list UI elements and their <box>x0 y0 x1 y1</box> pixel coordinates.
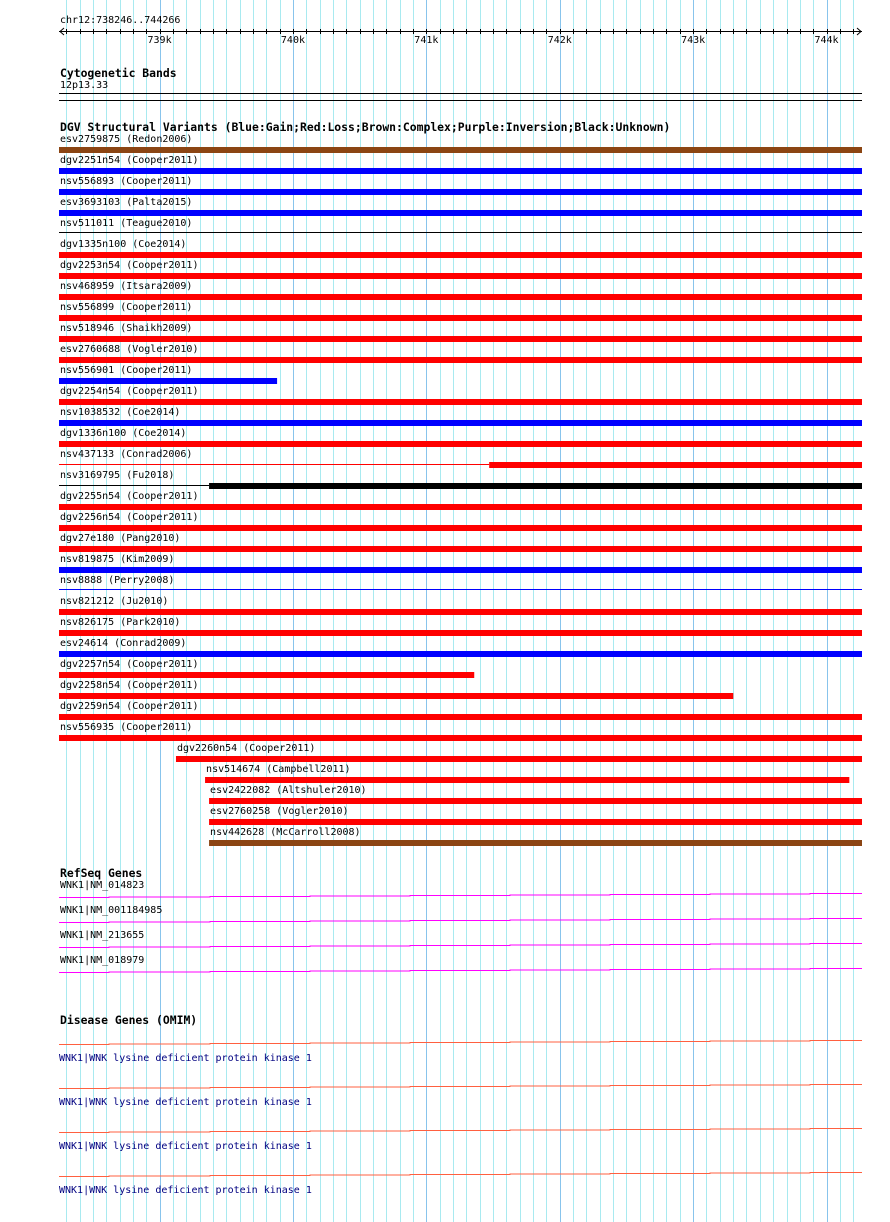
variant-label: dgv1336n100 (Coe2014) <box>60 428 187 439</box>
omim-track-title: Disease Genes (OMIM) <box>60 1013 198 1027</box>
variant-label: nsv826175 (Park2010) <box>60 617 181 628</box>
variant-label: nsv511011 (Teague2010) <box>60 218 193 229</box>
variant-bar <box>59 252 862 258</box>
variant-bar <box>59 609 862 615</box>
ruler-tick-label: 741k <box>414 35 439 46</box>
refseq-gene-line <box>59 944 862 948</box>
variant-bar <box>59 147 862 153</box>
variant-bar <box>59 294 862 300</box>
variant-bar <box>59 399 862 405</box>
refseq-gene-label: WNK1|NM_014823 <box>60 880 145 891</box>
variant-label: nsv518946 (Shaikh2009) <box>60 323 193 334</box>
variant-label: esv2422082 (Altshuler2010) <box>210 785 367 796</box>
variant-bar <box>59 189 862 195</box>
variant-label: dgv2260n54 (Cooper2011) <box>176 743 316 754</box>
variant-label: dgv2256n54 (Cooper2011) <box>60 512 199 523</box>
ruler-tick-label: 739k <box>147 35 172 46</box>
refseq-gene-label: WNK1|NM_018979 <box>60 955 145 966</box>
variant-bar <box>59 714 862 720</box>
variant-label: nsv556893 (Cooper2011) <box>60 176 193 187</box>
omim-gene-label: WNK1|WNK lysine deficient protein kinase 1 <box>59 1185 312 1196</box>
variant-label: nsv1038532 (Coe2014) <box>60 407 181 418</box>
variant-label: esv2760258 (Vogler2010) <box>210 806 349 817</box>
refseq-gene-line <box>59 894 862 898</box>
variant-bar <box>209 840 862 846</box>
omim-gene-line <box>59 1041 862 1045</box>
variant-label: esv2759875 (Redon2006) <box>60 134 193 145</box>
dgv-track-title: DGV Structural Variants (Blue:Gain;Red:Loss;Brown:Complex;Purple:Inversion;Black:Unknown) <box>60 120 671 134</box>
variant-bar <box>59 168 862 174</box>
ruler-tick-label: 743k <box>681 35 706 46</box>
variant-bar <box>176 756 862 762</box>
variant-bar <box>209 819 862 825</box>
variant-bar <box>59 525 862 531</box>
variant-label: esv2760688 (Vogler2010) <box>60 344 199 355</box>
omim-gene-line <box>59 1173 862 1177</box>
variant-bar <box>59 210 862 216</box>
variant-label: dgv2255n54 (Cooper2011) <box>60 491 199 502</box>
variant-label: esv3693103 (Palta2015) <box>60 197 193 208</box>
omim-gene-label: WNK1|WNK lysine deficient protein kinase 1 <box>59 1141 312 1152</box>
variant-label: nsv3169795 (Fu2018) <box>60 470 175 481</box>
variant-label: nsv468959 (Itsara2009) <box>60 281 193 292</box>
variant-label: dgv2254n54 (Cooper2011) <box>60 386 199 397</box>
omim-gene-label: WNK1|WNK lysine deficient protein kinase 1 <box>59 1097 312 1108</box>
variant-bar <box>59 651 862 657</box>
refseq-gene-line <box>59 969 862 973</box>
variant-bar <box>59 273 862 279</box>
refseq-gene-label: WNK1|NM_001184985 <box>60 905 163 916</box>
variant-bar <box>59 357 862 363</box>
variant-bar <box>59 630 862 636</box>
variant-label: dgv27e180 (Pang2010) <box>60 533 181 544</box>
variant-label: nsv821212 (Ju2010) <box>60 596 169 607</box>
omim-gene-label: WNK1|WNK lysine deficient protein kinase 1 <box>59 1053 312 1064</box>
variant-label: nsv556935 (Cooper2011) <box>60 722 193 733</box>
ruler-tick-label: 742k <box>547 35 572 46</box>
variant-bar <box>59 735 862 741</box>
variant-label: nsv556901 (Cooper2011) <box>60 365 193 376</box>
variant-label: esv24614 (Conrad2009) <box>60 638 187 649</box>
variant-bar <box>59 672 474 678</box>
variant-bar <box>59 504 862 510</box>
variant-bar <box>59 420 862 426</box>
region-label: chr12:738246..744266 <box>60 15 181 26</box>
variant-bar <box>59 693 733 699</box>
refseq-track-title: RefSeq Genes <box>60 866 143 880</box>
refseq-gene-line <box>59 919 862 923</box>
variant-label: dgv2258n54 (Cooper2011) <box>60 680 199 691</box>
variant-label: nsv437133 (Conrad2006) <box>60 449 193 460</box>
cytoband-label: 12p13.33 <box>60 80 109 91</box>
variant-label: nsv8888 (Perry2008) <box>60 575 175 586</box>
cytoband-track-title: Cytogenetic Bands <box>60 66 177 80</box>
ruler-tick-label: 744k <box>814 35 839 46</box>
ruler-tick-label: 740k <box>280 35 305 46</box>
omim-gene-line <box>59 1085 862 1089</box>
variant-bar <box>209 483 862 489</box>
variant-label: dgv2257n54 (Cooper2011) <box>60 659 199 670</box>
variant-label: dgv2251n54 (Cooper2011) <box>60 155 199 166</box>
variant-bar <box>59 378 277 384</box>
refseq-gene-label: WNK1|NM_213655 <box>60 930 145 941</box>
variant-bar <box>59 315 862 321</box>
variant-bar <box>59 546 862 552</box>
variant-label: nsv442628 (McCarroll2008) <box>210 827 361 838</box>
variant-label: dgv1335n100 (Coe2014) <box>60 239 187 250</box>
variant-bar <box>59 336 862 342</box>
variant-bar <box>489 462 862 468</box>
variant-label: nsv514674 (Campbell2011) <box>206 764 351 775</box>
omim-gene-line <box>59 1129 862 1133</box>
variant-bar <box>59 441 862 447</box>
variant-label: dgv2253n54 (Cooper2011) <box>60 260 199 271</box>
variant-label: nsv556899 (Cooper2011) <box>60 302 193 313</box>
variant-bar <box>59 567 862 573</box>
variant-bar <box>209 798 862 804</box>
variant-label: dgv2259n54 (Cooper2011) <box>60 701 199 712</box>
variant-label: nsv819875 (Kim2009) <box>60 554 175 565</box>
variant-bar <box>205 777 849 783</box>
